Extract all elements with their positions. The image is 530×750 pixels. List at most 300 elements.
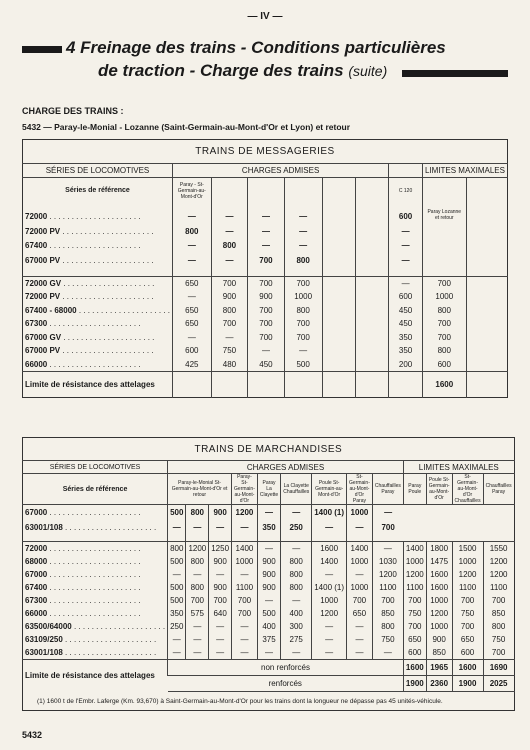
value-cell: — bbox=[232, 646, 258, 660]
empty-cell bbox=[466, 304, 507, 317]
value-cell: 1100 bbox=[232, 581, 258, 594]
value-cell: — bbox=[168, 568, 186, 581]
series-cell: 67400 . . . bbox=[23, 238, 173, 253]
series-cell: 72000 . . . bbox=[23, 203, 173, 224]
value-cell: 700 bbox=[372, 594, 403, 607]
empty-cell bbox=[466, 317, 507, 330]
value-cell: — bbox=[172, 253, 211, 268]
value-cell: — bbox=[312, 520, 347, 535]
value-cell: 1400 bbox=[347, 542, 373, 556]
series-cell: 67000 . . . bbox=[23, 568, 168, 581]
value-cell: — bbox=[186, 520, 209, 535]
col-limites-header: LIMITES MAXIMALES bbox=[422, 163, 507, 178]
series-cell: 67000 . . . bbox=[23, 505, 168, 521]
value-cell: 1000 bbox=[347, 555, 373, 568]
spacer-cell bbox=[322, 267, 355, 276]
limit-cell: 700 bbox=[483, 646, 514, 660]
value-cell: 650 bbox=[172, 304, 211, 317]
value-cell: — bbox=[284, 203, 322, 224]
limit-cell: 700 bbox=[483, 594, 514, 607]
h-c7: Chauffailles Paray bbox=[372, 474, 403, 505]
value-cell: — bbox=[209, 568, 232, 581]
limit-cell: 800 bbox=[422, 304, 466, 317]
value-cell: 400 bbox=[257, 620, 280, 633]
col-series-header: SÉRIES DE LOCOMOTIVES bbox=[23, 163, 173, 178]
value-cell: 1400 bbox=[312, 555, 347, 568]
limit-cell: 600 bbox=[452, 646, 483, 660]
value-cell: — bbox=[281, 646, 312, 660]
value-cell: — bbox=[211, 203, 248, 224]
limit-label-2: Limite de résistance des attelages bbox=[23, 660, 168, 692]
value-cell: 750 bbox=[372, 633, 403, 646]
value-cell: 700 bbox=[284, 331, 322, 344]
value-cell: 700 bbox=[284, 276, 322, 290]
value-cell: 700 bbox=[372, 520, 403, 535]
renf-v3: 1900 bbox=[452, 676, 483, 692]
value-cell bbox=[355, 224, 388, 239]
value-cell: 500 bbox=[168, 505, 186, 521]
value-cell: 800 bbox=[186, 555, 209, 568]
value-cell bbox=[355, 238, 388, 253]
series-cell: 72000 PV . . . bbox=[23, 224, 173, 239]
heading-line-1: 4 Freinage des trains - Conditions particulières bbox=[66, 38, 446, 57]
limit-cell: 1600 bbox=[426, 568, 452, 581]
value-cell: 640 bbox=[209, 607, 232, 620]
series-cell: 66000 . . . bbox=[23, 607, 168, 620]
value-cell: 1600 bbox=[312, 542, 347, 556]
limit-cell: 700 bbox=[422, 317, 466, 330]
limit-cell: 650 bbox=[452, 633, 483, 646]
value-cell: — bbox=[168, 646, 186, 660]
value-cell: 700 bbox=[248, 276, 285, 290]
value-cell: 650 bbox=[347, 607, 373, 620]
value-cell: 700 bbox=[248, 317, 285, 330]
empty-cell bbox=[466, 331, 507, 344]
table-row bbox=[23, 607, 515, 620]
value-cell: — bbox=[312, 620, 347, 633]
marchandises-title: TRAINS DE MARCHANDISES bbox=[23, 438, 515, 461]
series-cell: 67000 PV . . . bbox=[23, 344, 173, 357]
sub-header-c120: C 120 bbox=[389, 178, 423, 203]
value-cell: 1200 bbox=[312, 607, 347, 620]
value-cell: 575 bbox=[186, 607, 209, 620]
value-cell: 1200 bbox=[232, 505, 258, 521]
limit-cell: 1000 bbox=[403, 555, 426, 568]
value-cell bbox=[322, 224, 355, 239]
limit-cell: 1100 bbox=[452, 581, 483, 594]
value-cell: 450 bbox=[389, 317, 423, 330]
value-cell: 200 bbox=[389, 358, 423, 372]
value-cell: 350 bbox=[168, 607, 186, 620]
table-row bbox=[23, 290, 508, 303]
value-cell: 800 bbox=[186, 505, 209, 521]
value-cell: — bbox=[347, 620, 373, 633]
value-cell: 350 bbox=[389, 344, 423, 357]
value-cell: 1200 bbox=[186, 542, 209, 556]
value-cell: — bbox=[248, 203, 285, 224]
footer-number: 5432 bbox=[22, 730, 43, 740]
limit-value: 1600 bbox=[422, 372, 466, 398]
limit-cell: 600 bbox=[403, 646, 426, 660]
value-cell: 800 bbox=[281, 568, 312, 581]
non-renf-label: non renforcés bbox=[168, 660, 404, 676]
value-cell: 1000 bbox=[284, 290, 322, 303]
non-renf-v1: 1600 bbox=[403, 660, 426, 676]
value-cell: — bbox=[209, 620, 232, 633]
limit-cell: 1200 bbox=[426, 607, 452, 620]
non-renf-v2: 1965 bbox=[426, 660, 452, 676]
value-cell: — bbox=[257, 646, 280, 660]
value-cell: 900 bbox=[257, 581, 280, 594]
value-cell: — bbox=[372, 542, 403, 556]
series-cell: 72000 . . . bbox=[23, 542, 168, 556]
renf-v2: 2360 bbox=[426, 676, 452, 692]
value-cell bbox=[355, 203, 388, 224]
value-cell: 700 bbox=[186, 594, 209, 607]
table-row bbox=[23, 581, 515, 594]
limit-cell: 650 bbox=[403, 633, 426, 646]
value-cell: — bbox=[209, 520, 232, 535]
value-cell: 650 bbox=[172, 317, 211, 330]
table-row bbox=[23, 555, 515, 568]
table-row bbox=[23, 520, 515, 535]
renf-v4: 2025 bbox=[483, 676, 514, 692]
spacer-cell bbox=[284, 267, 322, 276]
value-cell: 800 bbox=[172, 224, 211, 239]
spacer-cell bbox=[389, 267, 423, 276]
value-cell: 800 bbox=[211, 304, 248, 317]
value-cell: 1000 bbox=[312, 594, 347, 607]
spacer-cell bbox=[23, 267, 173, 276]
value-cell: 600 bbox=[389, 290, 423, 303]
value-cell: — bbox=[257, 542, 280, 556]
ref-header: Séries de référence bbox=[65, 187, 130, 195]
value-cell: — bbox=[281, 542, 312, 556]
value-cell: — bbox=[172, 331, 211, 344]
value-cell: 350 bbox=[389, 331, 423, 344]
value-cell: 800 bbox=[284, 304, 322, 317]
value-cell: 450 bbox=[248, 358, 285, 372]
series-cell: 63109/250 . . . bbox=[23, 633, 168, 646]
limit-cell: 700 bbox=[403, 594, 426, 607]
limit-cell: 1200 bbox=[483, 555, 514, 568]
table-row bbox=[23, 633, 515, 646]
section-title: CHARGE DES TRAINS : bbox=[22, 106, 124, 116]
limit-label: Limite de résistance des attelages bbox=[23, 372, 173, 398]
limit-cell: 700 bbox=[403, 620, 426, 633]
value-cell: — bbox=[211, 253, 248, 268]
series-cell: 72000 PV . . . bbox=[23, 290, 173, 303]
heading-suffix: (suite) bbox=[348, 63, 388, 79]
value-cell: 250 bbox=[168, 620, 186, 633]
value-cell: — bbox=[284, 224, 322, 239]
value-cell: — bbox=[248, 224, 285, 239]
value-cell: 800 bbox=[284, 253, 322, 268]
value-cell: — bbox=[172, 203, 211, 224]
h-c6: St-Germain-au-Mont-d'Or Paray bbox=[347, 474, 373, 505]
value-cell: 1200 bbox=[372, 568, 403, 581]
value-cell: 900 bbox=[209, 581, 232, 594]
table-row bbox=[23, 505, 515, 521]
value-cell: — bbox=[257, 594, 280, 607]
sub-header-1: Paray - St-Germain-au-Mont-d'Or bbox=[172, 178, 211, 203]
value-cell bbox=[322, 290, 355, 303]
table-row bbox=[23, 620, 515, 633]
value-cell: — bbox=[211, 224, 248, 239]
value-cell: 900 bbox=[248, 290, 285, 303]
value-cell: — bbox=[284, 238, 322, 253]
limit-cell: 1800 bbox=[426, 542, 452, 556]
value-cell: 800 bbox=[186, 581, 209, 594]
value-cell: 500 bbox=[168, 555, 186, 568]
value-cell: — bbox=[248, 344, 285, 357]
value-cell: — bbox=[389, 253, 423, 268]
value-cell bbox=[322, 304, 355, 317]
value-cell: 900 bbox=[209, 555, 232, 568]
non-renf-v4: 1690 bbox=[483, 660, 514, 676]
empty-cell bbox=[466, 203, 507, 267]
value-cell: 800 bbox=[281, 581, 312, 594]
value-cell bbox=[322, 358, 355, 372]
limit-cell: 800 bbox=[483, 620, 514, 633]
limit-cell: 1000 bbox=[426, 620, 452, 633]
series-cell: 63500/64000 . . . bbox=[23, 620, 168, 633]
h-l1: Paray Poule bbox=[403, 474, 426, 505]
col-series-header-2: SÉRIES DE LOCOMOTIVES bbox=[23, 461, 168, 474]
value-cell: — bbox=[232, 520, 258, 535]
col-charges-header: CHARGES ADMISES bbox=[172, 163, 388, 178]
value-cell: 300 bbox=[281, 620, 312, 633]
spacer-cell bbox=[248, 267, 285, 276]
messageries-table bbox=[22, 139, 508, 398]
value-cell: — bbox=[257, 505, 280, 521]
heading-line-2 bbox=[98, 61, 387, 81]
value-cell: — bbox=[209, 633, 232, 646]
value-cell: — bbox=[347, 633, 373, 646]
table-row bbox=[23, 203, 508, 224]
value-cell: 1000 bbox=[347, 581, 373, 594]
value-cell: 500 bbox=[257, 607, 280, 620]
value-cell: 500 bbox=[284, 358, 322, 372]
h-c4: La Clayette Chauffailles bbox=[281, 474, 312, 505]
table-row bbox=[23, 594, 515, 607]
value-cell: 700 bbox=[284, 317, 322, 330]
value-cell: 700 bbox=[347, 594, 373, 607]
value-cell: 1000 bbox=[232, 555, 258, 568]
value-cell: 700 bbox=[248, 331, 285, 344]
h-l2: Poule St-Germain-au-Mont-d'Or bbox=[426, 474, 452, 505]
value-cell: — bbox=[168, 520, 186, 535]
value-cell: — bbox=[284, 344, 322, 357]
value-cell: — bbox=[312, 633, 347, 646]
table-row bbox=[23, 304, 508, 317]
heading-right-bar bbox=[402, 70, 508, 77]
messageries-title: TRAINS DE MESSAGERIES bbox=[23, 140, 508, 164]
empty-cell bbox=[466, 290, 507, 303]
value-cell: — bbox=[347, 520, 373, 535]
value-cell: — bbox=[211, 331, 248, 344]
series-cell: 72000 GV . . . bbox=[23, 276, 173, 290]
value-cell bbox=[355, 253, 388, 268]
value-cell: — bbox=[312, 646, 347, 660]
value-cell bbox=[355, 290, 388, 303]
value-cell: 375 bbox=[257, 633, 280, 646]
value-cell: 850 bbox=[372, 607, 403, 620]
value-cell: 900 bbox=[209, 505, 232, 521]
value-cell: 800 bbox=[168, 542, 186, 556]
h-c5: Poule St-Germain-au-Mont-d'Or bbox=[312, 474, 347, 505]
limit-cell: 750 bbox=[483, 633, 514, 646]
series-cell: 66000 . . . bbox=[23, 358, 173, 372]
h-c2: Paray-St-Germain-au-Mont-d'Or bbox=[232, 474, 258, 505]
page-number: — IV — bbox=[247, 11, 283, 22]
value-cell: 700 bbox=[248, 253, 285, 268]
value-cell: — bbox=[186, 633, 209, 646]
limit-cell: 1200 bbox=[452, 568, 483, 581]
value-cell: — bbox=[347, 568, 373, 581]
value-cell bbox=[322, 238, 355, 253]
renf-v1: 1900 bbox=[403, 676, 426, 692]
value-cell: 800 bbox=[211, 238, 248, 253]
empty-cell bbox=[466, 344, 507, 357]
value-cell: 250 bbox=[281, 520, 312, 535]
value-cell: — bbox=[347, 646, 373, 660]
col-charges-header-2: CHARGES ADMISES bbox=[168, 461, 404, 474]
series-cell: 68000 . . . bbox=[23, 555, 168, 568]
limit-cell: 700 bbox=[422, 276, 466, 290]
table-row bbox=[23, 331, 508, 344]
value-cell bbox=[355, 317, 388, 330]
limit-cell: 700 bbox=[452, 620, 483, 633]
table-row bbox=[23, 344, 508, 357]
limit-cell: 700 bbox=[422, 331, 466, 344]
value-cell bbox=[322, 276, 355, 290]
value-cell bbox=[322, 344, 355, 357]
value-cell bbox=[355, 358, 388, 372]
limit-cell: 1600 bbox=[426, 581, 452, 594]
value-cell: 650 bbox=[172, 276, 211, 290]
limit-cell: 1100 bbox=[403, 581, 426, 594]
non-renf-v3: 1600 bbox=[452, 660, 483, 676]
value-cell bbox=[355, 304, 388, 317]
value-cell: — bbox=[186, 568, 209, 581]
value-cell: 1400 (1) bbox=[312, 581, 347, 594]
limit-cell: 850 bbox=[426, 646, 452, 660]
value-cell: — bbox=[186, 646, 209, 660]
limit-cell: 1550 bbox=[483, 542, 514, 556]
value-cell: 700 bbox=[232, 607, 258, 620]
heading-left-bar bbox=[22, 46, 62, 53]
empty-cell bbox=[466, 358, 507, 372]
value-cell: 900 bbox=[257, 568, 280, 581]
limit-cell: 1000 bbox=[426, 594, 452, 607]
value-cell: 1250 bbox=[209, 542, 232, 556]
value-cell: — bbox=[372, 505, 403, 521]
value-cell: 1000 bbox=[347, 505, 373, 521]
value-cell: 1030 bbox=[372, 555, 403, 568]
limit-cell: 1200 bbox=[483, 568, 514, 581]
ref-header-2: Séries de référence bbox=[23, 474, 168, 505]
series-cell: 67300 . . . bbox=[23, 594, 168, 607]
spacer-cell bbox=[355, 267, 388, 276]
value-cell: — bbox=[232, 620, 258, 633]
value-cell: — bbox=[372, 646, 403, 660]
h-c1: Paray-le-Monial St-Germain-au-Mont-d'Or et retour bbox=[168, 474, 232, 505]
limit-cell: 750 bbox=[452, 607, 483, 620]
value-cell: 275 bbox=[281, 633, 312, 646]
limit-cell: 850 bbox=[483, 607, 514, 620]
table-row bbox=[23, 276, 508, 290]
value-cell: — bbox=[389, 238, 423, 253]
empty-cell bbox=[466, 276, 507, 290]
value-cell: 500 bbox=[168, 581, 186, 594]
value-cell bbox=[355, 344, 388, 357]
value-cell: 750 bbox=[211, 344, 248, 357]
value-cell: — bbox=[248, 238, 285, 253]
value-cell: 700 bbox=[248, 304, 285, 317]
table-row bbox=[23, 646, 515, 660]
limit-cell: 1475 bbox=[426, 555, 452, 568]
value-cell: — bbox=[209, 646, 232, 660]
value-cell: 600 bbox=[389, 203, 423, 224]
value-cell bbox=[355, 276, 388, 290]
renf-label: renforcés bbox=[168, 676, 404, 692]
side-note: Paray Lozanne et retour bbox=[422, 203, 466, 267]
value-cell: 1400 bbox=[232, 542, 258, 556]
h-c3: Paray La Clayette bbox=[257, 474, 280, 505]
value-cell bbox=[355, 331, 388, 344]
route-line: 5432 — Paray-le-Monial - Lozanne (Saint-Germain-au-Mont-d'Or et Lyon) et retour bbox=[22, 122, 351, 132]
value-cell: — bbox=[389, 276, 423, 290]
value-cell: 450 bbox=[389, 304, 423, 317]
series-cell: 67300 . . . bbox=[23, 317, 173, 330]
value-cell bbox=[322, 253, 355, 268]
value-cell: — bbox=[312, 568, 347, 581]
spacer-cell bbox=[211, 267, 248, 276]
h-l3: St-Germain-au-Mont-d'Or Chauffailles bbox=[452, 474, 483, 505]
footnote: (1) 1600 t de l'Embr. Laferge (Km. 93,670) à Saint-Germain-au-Mont-d'Or pour les trains dont la longueur ne dépasse pas 45 unités-véhicule. bbox=[37, 697, 443, 705]
value-cell bbox=[322, 331, 355, 344]
value-cell bbox=[322, 203, 355, 224]
series-cell: 67000 GV . . . bbox=[23, 331, 173, 344]
series-cell: 63001/108 . . . bbox=[23, 520, 168, 535]
value-cell: 700 bbox=[232, 594, 258, 607]
value-cell: 350 bbox=[257, 520, 280, 535]
value-cell: — bbox=[232, 633, 258, 646]
series-cell: 67000 PV . . . bbox=[23, 253, 173, 268]
limit-cell: 1500 bbox=[452, 542, 483, 556]
limit-cell: 600 bbox=[422, 358, 466, 372]
value-cell: — bbox=[281, 594, 312, 607]
limit-cell: 900 bbox=[426, 633, 452, 646]
value-cell: — bbox=[172, 290, 211, 303]
value-cell: 900 bbox=[211, 290, 248, 303]
value-cell: — bbox=[168, 633, 186, 646]
table-row bbox=[23, 542, 515, 556]
value-cell: 1100 bbox=[372, 581, 403, 594]
h-l4: Chauffailles Paray bbox=[483, 474, 514, 505]
value-cell: 700 bbox=[211, 276, 248, 290]
spacer-cell bbox=[172, 267, 211, 276]
value-cell: 900 bbox=[257, 555, 280, 568]
value-cell: 500 bbox=[168, 594, 186, 607]
heading-line-2-text: de traction - Charge des trains bbox=[98, 61, 344, 80]
value-cell: — bbox=[186, 620, 209, 633]
value-cell: — bbox=[232, 568, 258, 581]
value-cell: 480 bbox=[211, 358, 248, 372]
value-cell: 425 bbox=[172, 358, 211, 372]
spacer-cell bbox=[422, 267, 466, 276]
